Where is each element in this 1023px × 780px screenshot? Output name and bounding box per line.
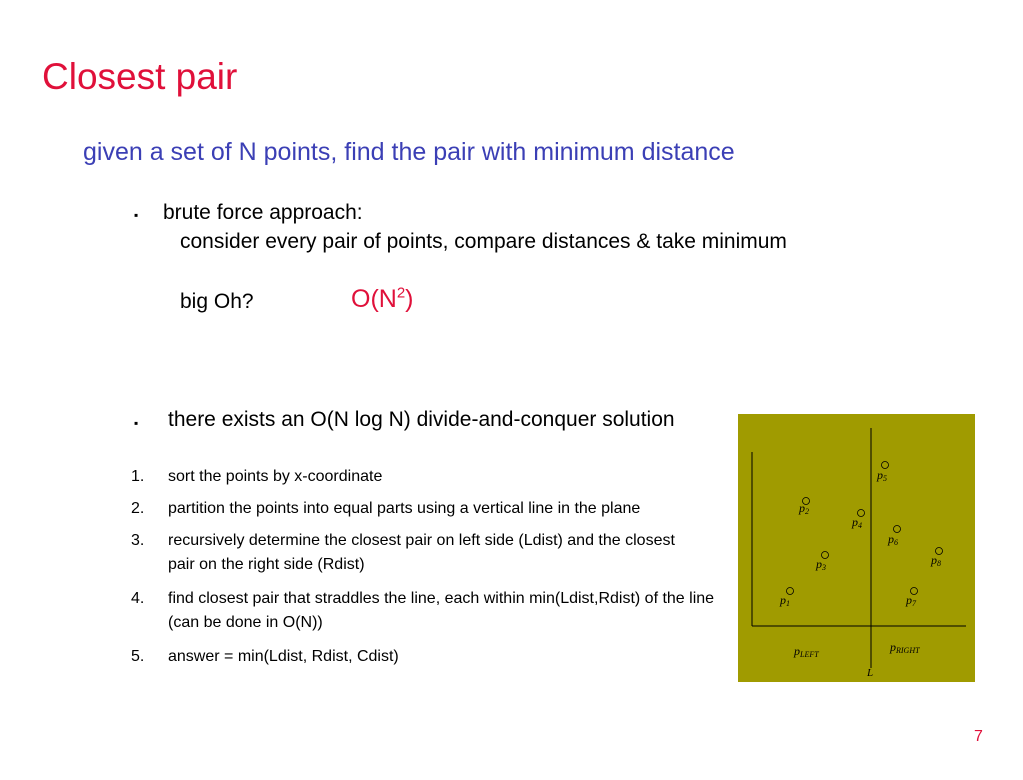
label-p-left: pLEFT	[794, 644, 819, 659]
big-oh-answer-exponent: 2	[396, 284, 406, 302]
bullet-square-icon: ▪	[134, 208, 139, 222]
label-p5: p5	[877, 468, 887, 483]
step-item	[131, 529, 731, 577]
step-item	[131, 465, 731, 489]
step-text: sort the points by x-coordinate	[168, 468, 383, 485]
bullet-square-icon: ▪	[134, 416, 139, 430]
step-number: 4.	[131, 590, 145, 607]
bullet-brute-force: brute force approach:	[163, 201, 363, 224]
label-p2: p2	[799, 501, 809, 516]
label-p8: p8	[931, 553, 941, 568]
label-p-right: pRIGHT	[890, 640, 920, 655]
bullet-divide-conquer: there exists an O(N log N) divide-and-conquer solution	[168, 408, 675, 431]
page-number: 7	[974, 728, 983, 745]
step-item	[131, 587, 731, 635]
label-line-L: L	[867, 667, 874, 679]
step-item	[131, 645, 731, 669]
slide-title: Closest pair	[42, 56, 238, 97]
label-p1: p1	[780, 593, 790, 608]
closest-pair-diagram	[738, 414, 975, 682]
diagram-background	[738, 414, 975, 682]
big-oh-question: big Oh?	[180, 290, 254, 313]
step-number: 2.	[131, 500, 145, 517]
step-number: 3.	[131, 532, 145, 549]
step-item	[131, 497, 731, 521]
label-p7: p7	[906, 593, 916, 608]
label-p3: p3	[816, 557, 826, 572]
big-oh-answer-close: )	[405, 285, 414, 313]
step-number: 1.	[131, 468, 145, 485]
big-oh-answer	[351, 285, 414, 314]
slide-subtitle: given a set of N points, find the pair with minimum distance	[83, 138, 735, 166]
step-text: partition the points into equal parts using a vertical line in the plane	[168, 500, 641, 517]
bullet-brute-force-detail: consider every pair of points, compare distances & take minimum	[180, 230, 787, 253]
label-p4: p4	[852, 515, 862, 530]
label-p6: p6	[888, 532, 898, 547]
step-number: 5.	[131, 648, 145, 665]
step-text: recursively determine the closest pair on left side (Ldist) and the closest pair on the right side (Rdist)	[168, 532, 675, 573]
big-oh-answer-base: O(N	[351, 285, 397, 313]
step-text: find closest pair that straddles the line, each within min(Ldist,Rdist) of the line (can be done in O(N))	[168, 590, 715, 631]
step-text: answer = min(Ldist, Rdist, Cdist)	[168, 648, 399, 665]
